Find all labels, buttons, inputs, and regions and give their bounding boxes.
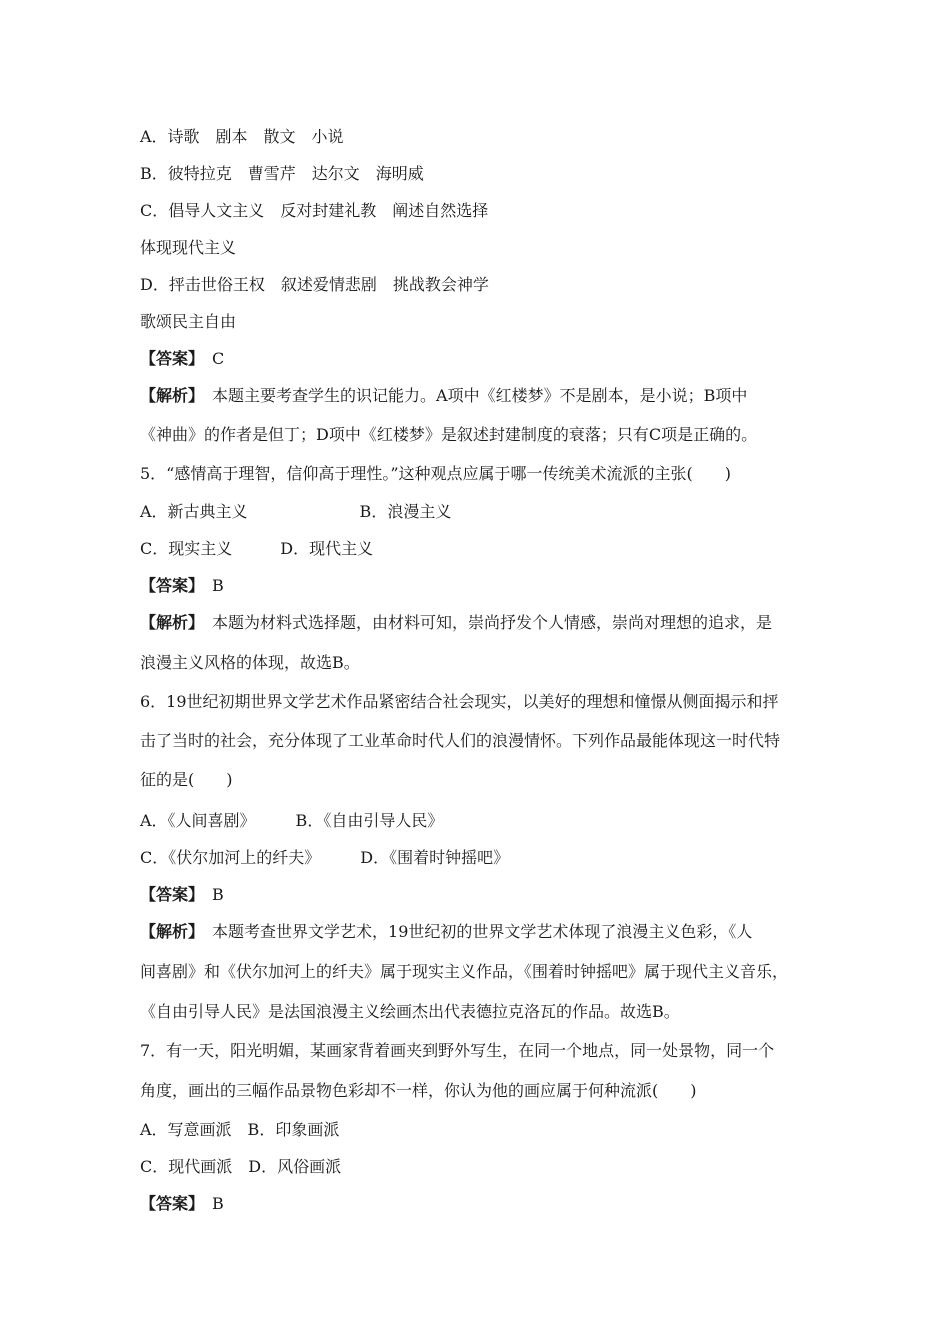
answer-value: B [212,1194,224,1213]
q4-analysis [140,385,850,407]
q7-stem: 7．有一天，阳光明媚，某画家背着画夹到野外写生，在同一个地点，同一处景物，同一个 [140,1041,775,1060]
q5-analysis-cont: 浪漫主义风格的体现，故选B。 [140,653,360,672]
answer-label: 【答案】 [140,349,197,368]
q6-options-ab: A．《人间喜剧》 B．《自由引导人民》 [140,811,444,830]
answer-label: 【答案】 [140,1194,197,1213]
q4-analysis-cont: 《神曲》的作者是但丁；D项中《红楼梦》是叙述封建制度的衰落；只有C项是正确的。 [140,425,758,444]
q6-analysis-end: 《自由引导人民》是法国浪漫主义绘画杰出代表德拉克洛瓦的作品。故选B。 [140,1002,680,1021]
analysis-label: 【解析】 [140,922,197,941]
q5-answer [140,575,850,597]
q4-option-c: C．倡导人文主义 反对封建礼教 阐述自然选择 [140,201,489,220]
analysis-text: 本题为材料式选择题，由材料可知，崇尚抒发个人情感，崇尚对理想的追求，是 [212,613,773,632]
answer-value: B [212,885,224,904]
q6-options-cd: C．《伏尔加河上的纤夫》 D．《围着时钟摇吧》 [140,848,510,867]
q6-stem: 6．19世纪初期世界文学艺术作品紧密结合社会现实，以美好的理想和憧憬从侧面揭示和抨 [140,692,779,711]
q4-answer [140,348,850,370]
q6-analysis [140,921,850,943]
q4-option-c-cont: 体现现代主义 [140,238,237,257]
q4-option-b: B．彼特拉克 曹雪芹 达尔文 海明威 [140,164,424,183]
q6-stem-cont: 击了当时的社会，充分体现了工业革命时代人们的浪漫情怀。下列作品最能体现这一时代特 [140,731,781,750]
q4-option-d-cont: 歌颂民主自由 [140,312,237,331]
analysis-label: 【解析】 [140,386,197,405]
q7-answer [140,1193,850,1215]
q5-stem: 5．“感情高于理智，信仰高于理性。”这种观点应属于哪一传统美术流派的主张( ) [140,464,732,483]
analysis-text: 本题考查世界文学艺术，19世纪初的世界文学艺术体现了浪漫主义色彩，《人 [212,922,753,941]
q5-options-cd: C．现实主义 D．现代主义 [140,539,374,558]
answer-value: B [212,576,224,595]
answer-label: 【答案】 [140,885,197,904]
q5-options-ab: A．新古典主义 B．浪漫主义 [140,502,452,521]
q4-option-a: A．诗歌 剧本 散文 小说 [140,127,344,146]
q4-option-d: D．抨击世俗王权 叙述爱情悲剧 挑战教会神学 [140,275,489,294]
q6-answer [140,884,850,906]
q5-analysis [140,612,850,634]
q6-stem-end: 征的是( ) [140,770,233,789]
analysis-label: 【解析】 [140,613,197,632]
q6-analysis-cont: 间喜剧》和《伏尔加河上的纤夫》属于现实主义作品，《围着时钟摇吧》属于现代主义音乐， [140,962,789,981]
analysis-text: 本题主要考查学生的识记能力。A项中《红楼梦》不是剧本，是小说；B项中 [212,386,748,405]
answer-value: C [212,349,225,368]
answer-label: 【答案】 [140,576,197,595]
q7-options-ab: A．写意画派 B．印象画派 [140,1120,340,1139]
q7-options-cd: C．现代画派 D．风俗画派 [140,1157,342,1176]
q7-stem-cont: 角度，画出的三幅作品景物色彩却不一样，你认为他的画应属于何种流派( ) [140,1081,697,1100]
